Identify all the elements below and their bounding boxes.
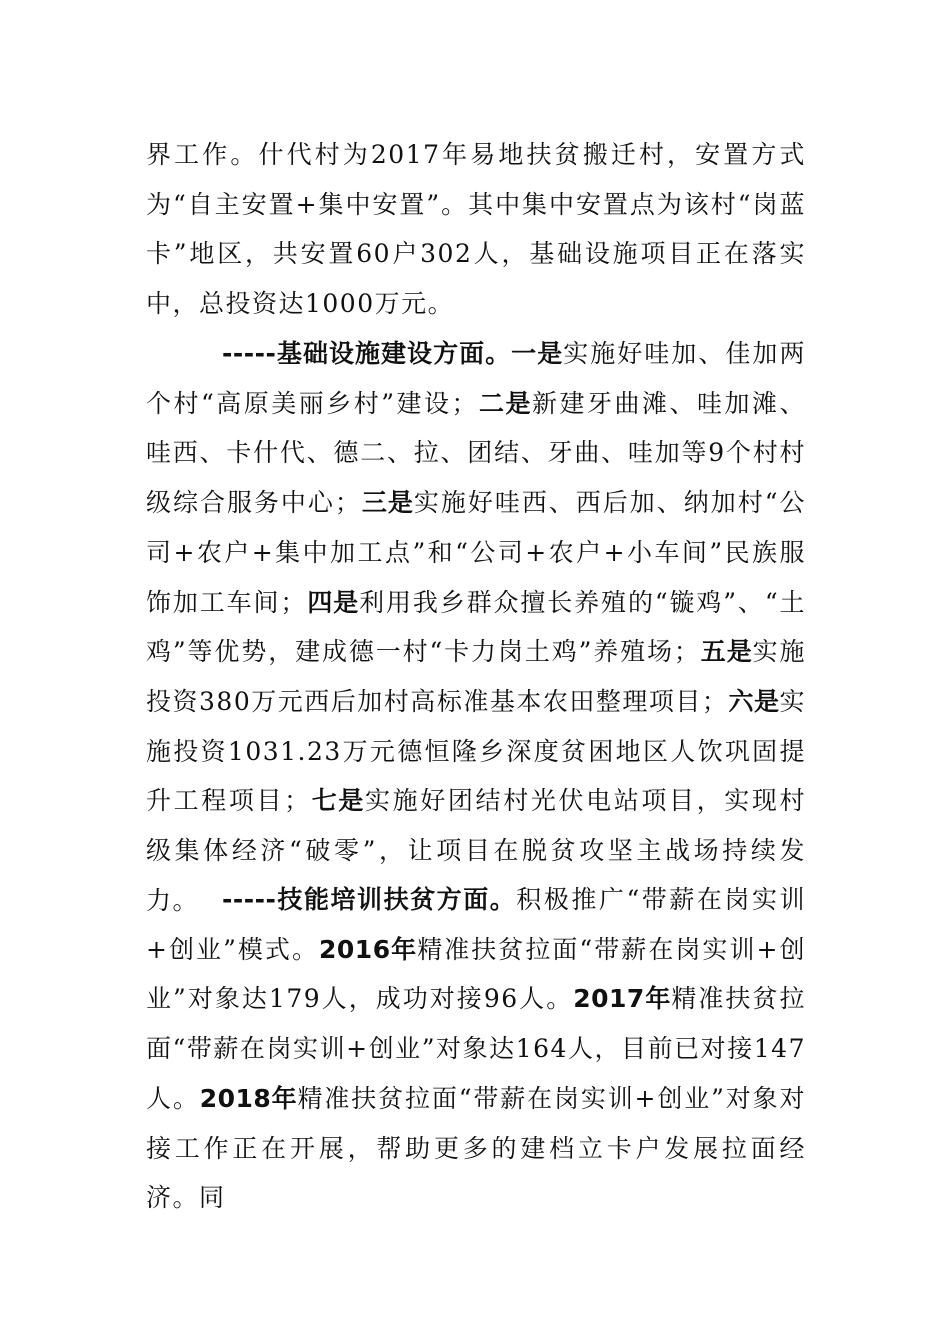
year-label-2017: 2017年 [573,984,672,1014]
training-text-3: 精准扶贫拉面“带薪在岗实训+创业”对象达164人，目前已对接147人。 [146,984,806,1113]
item-text-4: 利用我乡群众擅长养殖的“镟鸡”、“土鸡”等优势，建成德一村“卡力岗土鸡”养殖场； [146,587,806,667]
year-label-2016: 2016年 [319,934,418,964]
item-text-5: 实施投资380万元西后加村高标准基本农田整理项目； [146,637,806,716]
item-text-6: 实施投资1031.23万元德恒隆乡深度贫困地区人饮巩固提升工程项目； [146,686,806,816]
item-label-1: 一是 [511,339,564,368]
training-text-4: 精准扶贫拉面“带薪在岗实训+创业”对象对接工作正在开展，帮助更多的建档立卡户发展拉面经济。同 [146,1083,806,1213]
paragraph-text: 界工作。什代村为2017年易地扶贫搬迁村，安置方式为“自主安置+集中安置”。其中集中安置点为该村“岗蓝卡”地区，共安置60户302人，基础设施项目正在落实中，总投资达1000万元。 [146,140,806,319]
year-label-2018: 2018年 [199,1083,298,1113]
item-label-5: 五是 [700,637,753,667]
item-text-7: 实施好团结村光伏电站项目，实现村级集体经济“破零”，让项目在脱贫攻坚主战场持续发力。 [146,786,806,915]
item-label-7: 七是 [310,786,366,816]
section-heading-skills-training: -----技能培训扶贫方面。 [222,885,517,914]
item-text-2: 新建牙曲滩、哇加滩、哇西、卡什代、德二、拉、团结、牙曲、哇加等9个村村级综合服务中心； [146,388,806,518]
item-label-3: 三是 [361,488,414,518]
item-label-4: 四是 [306,587,360,617]
paragraph-resettlement [146,130,806,329]
item-label-2: 二是 [478,388,533,418]
training-text-2: 精准扶贫拉面“带薪在岗实训+创业”对象达179人，成功对接96人。 [146,934,806,1014]
paragraph-infrastructure [146,329,806,925]
item-label-6: 六是 [728,686,780,716]
section-heading-infrastructure: -----基础设施建设方面。 [222,339,512,368]
paragraph-skills-training [146,875,806,1223]
training-text-1: 积极推广“带薪在岗实训+创业”模式。 [146,885,806,964]
item-text-1: 实施好哇加、佳加两个村“高原美丽乡村”建设； [146,339,806,418]
item-text-3: 实施好哇西、西后加、纳加村“公司+农户+集中加工点”和“公司+农户+小车间”民族服饰加工车间； [146,488,806,617]
